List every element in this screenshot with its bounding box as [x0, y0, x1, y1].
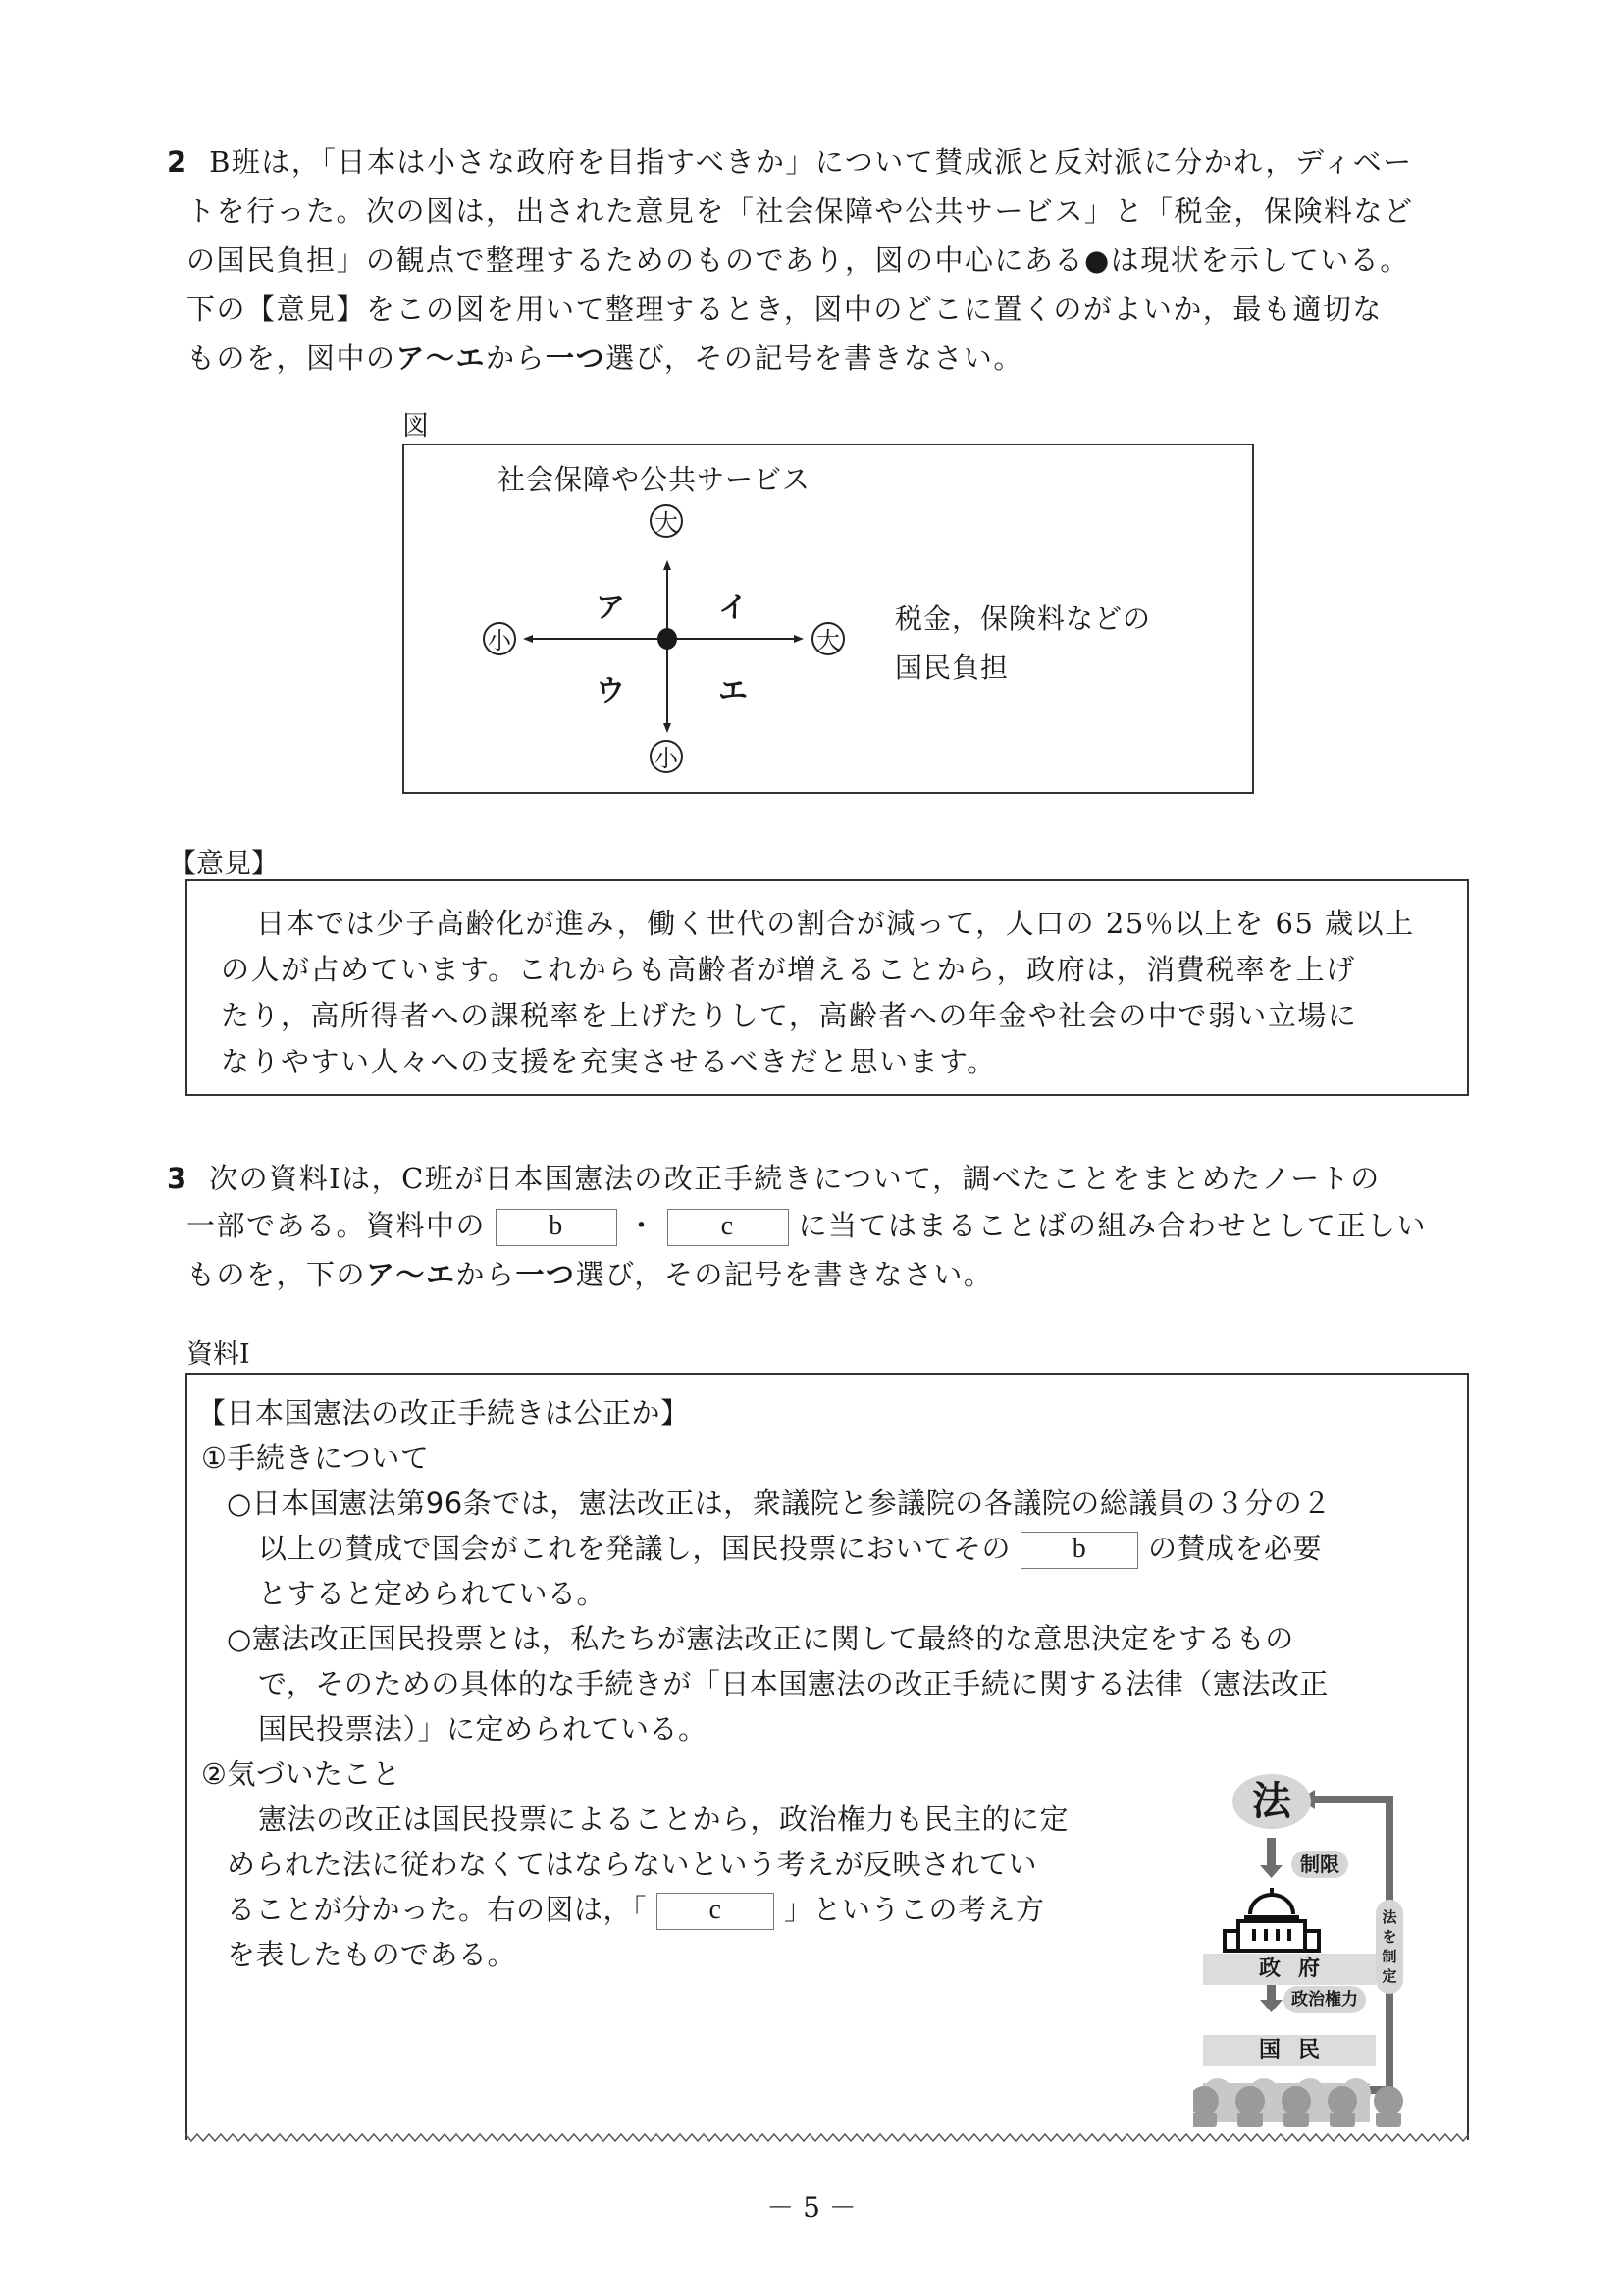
blank-c: c [656, 1893, 774, 1930]
opinion-line-4: なりやすい人々への支援を充実させるべきだと思います。 [221, 1045, 997, 1078]
bullet-2-line-1: ○憲法改正国民投票とは，私たちが憲法改正に関して最終的な意思決定をするもの [227, 1622, 1294, 1655]
note-line-1: 憲法の改正は国民投票によることから，政治権力も民主的に定 [258, 1802, 1070, 1836]
question-number: 2 [167, 145, 188, 179]
government-bar: 政府 [1203, 1954, 1376, 1985]
rule-of-law-diagram [1193, 1764, 1439, 2127]
x-axis-title-line-1: 税金，保険料などの [895, 602, 1152, 635]
question-number: 3 [167, 1162, 188, 1195]
blank-b: b [496, 1209, 617, 1246]
question-2-line-2: トを行った。次の図は，出された意見を「社会保障や公共サービス」と「税金，保険料など [186, 194, 1414, 228]
political-power-label: 政治権力 [1283, 1986, 1366, 2013]
top-large-marker: 大 [650, 504, 683, 538]
blank-b: b [1021, 1532, 1138, 1569]
blank-c: c [667, 1209, 789, 1246]
right-large-marker: 大 [812, 622, 845, 655]
law-bubble: 法 [1232, 1774, 1311, 1829]
figure-label: 図 [402, 411, 429, 442]
material-label: 資料Ⅰ [186, 1339, 250, 1370]
opinion-line-2: の人が占めています。これからも高齢者が増えることから，政府は，消費税率を上げ [221, 953, 1356, 986]
material-heading: 【日本国憲法の改正手続きは公正か】 [197, 1396, 690, 1430]
question-3-line-1: 3 次の資料Ⅰは，C班が日本国憲法の改正手続きについて，調べたことをまとめたノートの [167, 1162, 1381, 1195]
bullet-1-line-2: 以上の賛成で国会がこれを発議し，国民投票においてその b の賛成を必要 [258, 1532, 1322, 1569]
government-building-icon [1225, 1888, 1319, 1951]
note-line-3: ることが分かった。右の図は，「 c 」というこの考え方 [227, 1893, 1045, 1930]
people-bar: 国民 [1203, 2035, 1376, 2066]
bullet-2-line-2: で，そのための具体的な手続きが「日本国憲法の改正手続に関する法律（憲法改正 [258, 1667, 1329, 1700]
opinion-line-1: 日本では少子高齢化が進み，働く世代の割合が減って，人口の 25％以上を 65 歳以上 [256, 907, 1415, 940]
question-2-line-4: 下の【意見】をこの図を用いて整理するとき，図中のどこに置くのがよいか，最も適切な [186, 292, 1383, 326]
question-2-line-1: 2 B班は，「日本は小さな政府を目指すべきか」について賛成派と反対派に分かれ，ディベー [167, 145, 1413, 179]
quadrant-e: エ [718, 674, 748, 708]
bullet-1-line-3: とすると定められている。 [258, 1577, 606, 1610]
y-axis-title: 社会保障や公共サービス [497, 463, 812, 496]
zigzag-bottom-edge [185, 2131, 1469, 2145]
x-axis-title-line-2: 国民負担 [895, 652, 1010, 684]
question-2-line-3: の国民負担」の観点で整理するためのものであり，図の中心にある●は現状を示している。 [186, 243, 1410, 277]
section-1-title: ①手続きについて [201, 1441, 430, 1475]
bullet-2-line-3: 国民投票法）」に定められている。 [258, 1712, 707, 1746]
bullet-1-line-1: ○日本国憲法第96条では，憲法改正は，衆議院と参議院の各議院の総議員の３分の２ [227, 1487, 1332, 1520]
opinion-label: 【意見】 [169, 847, 280, 879]
left-small-marker: 小 [483, 622, 516, 655]
current-state-dot [657, 628, 677, 650]
question-2-line-5: ものを，図中のア～エから一つ選び，その記号を書きなさい。 [186, 341, 1023, 375]
opinion-box [185, 879, 1469, 1096]
note-line-2: められた法に従わなくてはならないという考えが反映されてい [227, 1848, 1038, 1881]
question-3-line-3: ものを，下のア～エから一つ選び，その記号を書きなさい。 [186, 1258, 994, 1291]
material-box [185, 1373, 1469, 2140]
quadrant-u: ウ [596, 674, 625, 708]
page-number: － 5 － [766, 2191, 857, 2223]
enact-law-label: 法 を 制 定 [1376, 1900, 1403, 1994]
opinion-line-3: たり，高所得者への課税率を上げたりして，高齢者への年金や社会の中で弱い立場に [221, 999, 1358, 1032]
note-line-4: を表したものである。 [227, 1938, 517, 1971]
quadrant-a: ア [596, 591, 625, 625]
figure-box [402, 444, 1254, 794]
restrict-label: 制限 [1291, 1851, 1348, 1878]
section-2-title: ②気づいたこと [201, 1757, 401, 1791]
bottom-small-marker: 小 [650, 740, 683, 773]
quadrant-i: イ [718, 591, 748, 625]
question-3-line-2: 一部である。資料中の b ・ c に当てはまることばの組み合わせとして正しい [186, 1209, 1427, 1246]
